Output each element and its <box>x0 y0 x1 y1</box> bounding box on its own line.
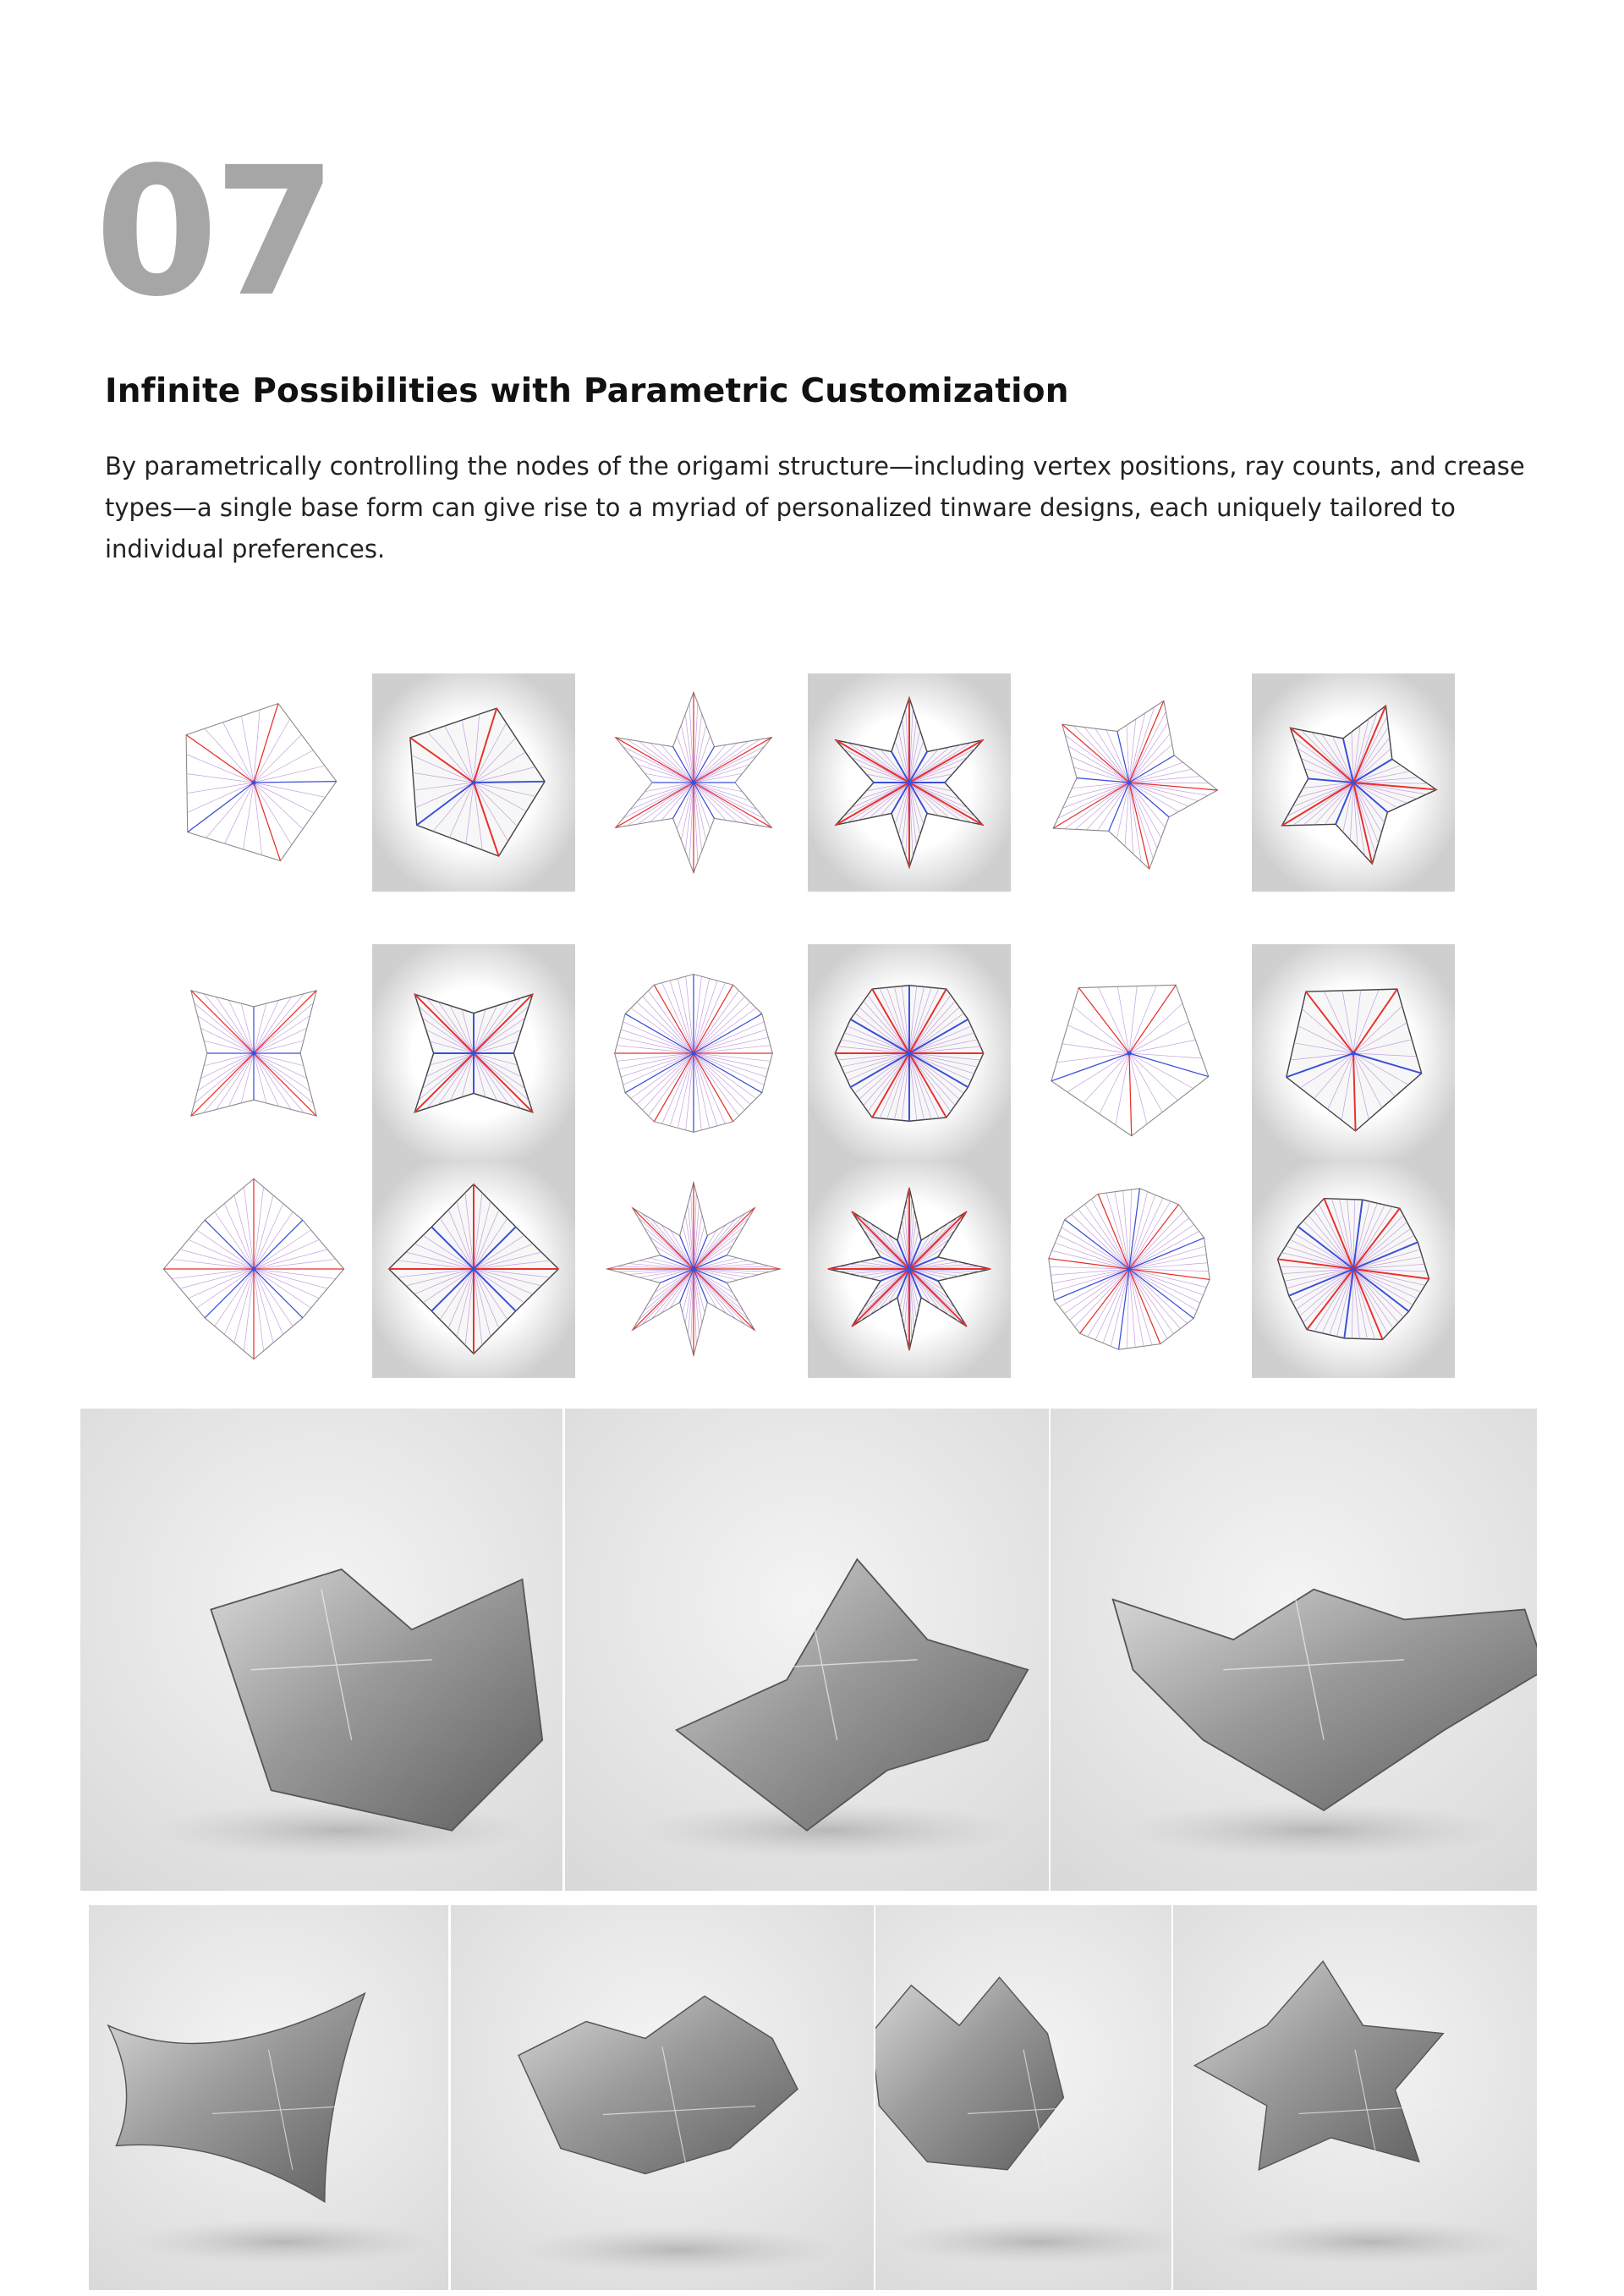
crease-pattern-flat <box>152 1155 355 1383</box>
tinware-render-photo <box>875 1905 1171 2290</box>
crease-pattern-flat <box>592 1155 795 1383</box>
crease-pattern-folded <box>808 939 1011 1167</box>
tinware-render-photo <box>89 1905 448 2290</box>
crease-pattern-flat <box>152 668 355 897</box>
crease-pattern-flat <box>1028 668 1231 897</box>
tinware-render-photo <box>565 1409 1049 1891</box>
crease-pattern-flat <box>1028 1155 1231 1383</box>
crease-pattern-folded <box>1252 939 1455 1167</box>
crease-pattern-folded <box>808 1155 1011 1383</box>
crease-pattern-folded <box>1252 1155 1455 1383</box>
tinware-render-photo <box>1173 1905 1537 2290</box>
crease-pattern-flat <box>592 939 795 1167</box>
crease-pattern-flat <box>1028 939 1231 1167</box>
crease-pattern-flat <box>592 668 795 897</box>
tinware-render-photo <box>80 1409 562 1891</box>
crease-pattern-flat <box>152 939 355 1167</box>
section-description: By parametrically controlling the nodes of the origami structure—including vertex positions, ray counts, and crease types—a single base form can give rise to a myriad of personalized tinware designs, each uniquely tailored to individual preferences. <box>105 452 1525 563</box>
crease-pattern-folded <box>372 668 575 897</box>
crease-pattern-folded <box>808 668 1011 897</box>
section-title: Infinite Possibilities with Parametric Customization <box>105 372 1069 410</box>
crease-pattern-folded <box>372 1155 575 1383</box>
crease-pattern-folded <box>372 939 575 1167</box>
section-number: 07 <box>95 129 332 336</box>
crease-pattern-folded <box>1252 668 1455 897</box>
tinware-render-photo <box>1051 1409 1537 1891</box>
tinware-render-photo <box>451 1905 874 2290</box>
